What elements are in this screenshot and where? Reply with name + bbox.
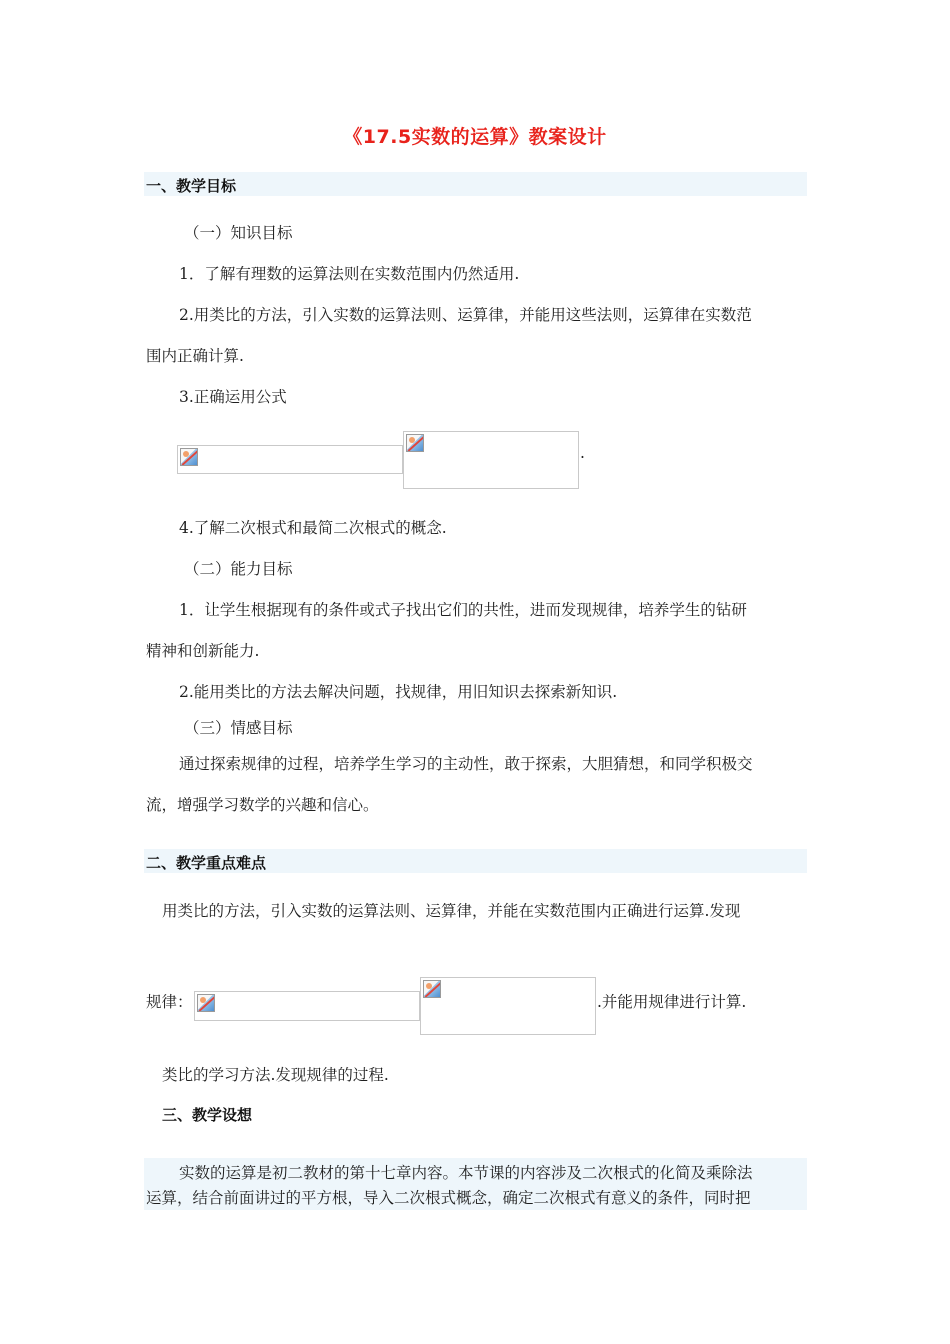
knowledge-item-4: 4.了解二次根式和最简二次根式的概念.: [179, 519, 447, 537]
ability-item-2: 2.能用类比的方法去解决问题，找规律，用旧知识去探索新知识.: [179, 683, 618, 701]
section-heading-band: [144, 172, 807, 196]
rule-image-2: [420, 977, 596, 1035]
ability-item-1-line1: 1．让学生根据现有的条件或式子找出它们的共性，进而发现规律，培养学生的钻研: [179, 601, 747, 619]
subheading-knowledge: （一）知识目标: [184, 224, 293, 242]
subheading-ability: （二）能力目标: [184, 560, 293, 578]
subheading-emotion: （三）情感目标: [184, 719, 293, 737]
knowledge-item-2-line2: 围内正确计算.: [146, 347, 244, 365]
document-title: 《17.5实数的运算》教案设计: [343, 126, 607, 148]
key-points-line3: 类比的学习方法.发现规律的过程.: [162, 1066, 389, 1084]
knowledge-item-3: 3.正确运用公式: [179, 388, 287, 406]
rule-image-1: [194, 991, 420, 1021]
broken-image-icon: [423, 980, 441, 998]
formula-image-2: [403, 431, 579, 489]
section-heading-key-points: 二、教学重点难点: [146, 854, 267, 872]
design-line2: 运算，结合前面讲过的平方根，导入二次根式概念，确定二次根式有意义的条件，同时把: [146, 1189, 751, 1207]
ability-item-1-line2: 精神和创新能力.: [146, 642, 260, 660]
formula-image-1: [177, 445, 403, 474]
broken-image-icon: [180, 448, 198, 466]
section-heading-objectives: 一、教学目标: [146, 177, 237, 195]
section-heading-design: 三、教学设想: [162, 1106, 253, 1124]
key-points-line1: 用类比的方法，引入实数的运算法则、运算律，并能在实数范围内正确进行运算.发现: [162, 902, 741, 920]
design-line1: 实数的运算是初二教材的第十七章内容。本节课的内容涉及二次根式的化简及乘除法: [179, 1164, 753, 1182]
rule-label: 规律：: [146, 993, 193, 1011]
emotion-line2: 流，增强学习数学的兴趣和信心。: [146, 796, 379, 814]
broken-image-icon: [406, 434, 424, 452]
formula-period: .: [580, 444, 585, 462]
knowledge-item-1: 1．了解有理数的运算法则在实数范围内仍然适用.: [179, 265, 520, 283]
emotion-line1: 通过探索规律的过程，培养学生学习的主动性，敢于探索，大胆猜想，和同学积极交: [179, 755, 753, 773]
rule-end-text: .并能用规律进行计算.: [597, 993, 747, 1011]
broken-image-icon: [197, 994, 215, 1012]
knowledge-item-2-line1: 2.用类比的方法，引入实数的运算法则、运算律，并能用这些法则，运算律在实数范: [179, 306, 752, 324]
